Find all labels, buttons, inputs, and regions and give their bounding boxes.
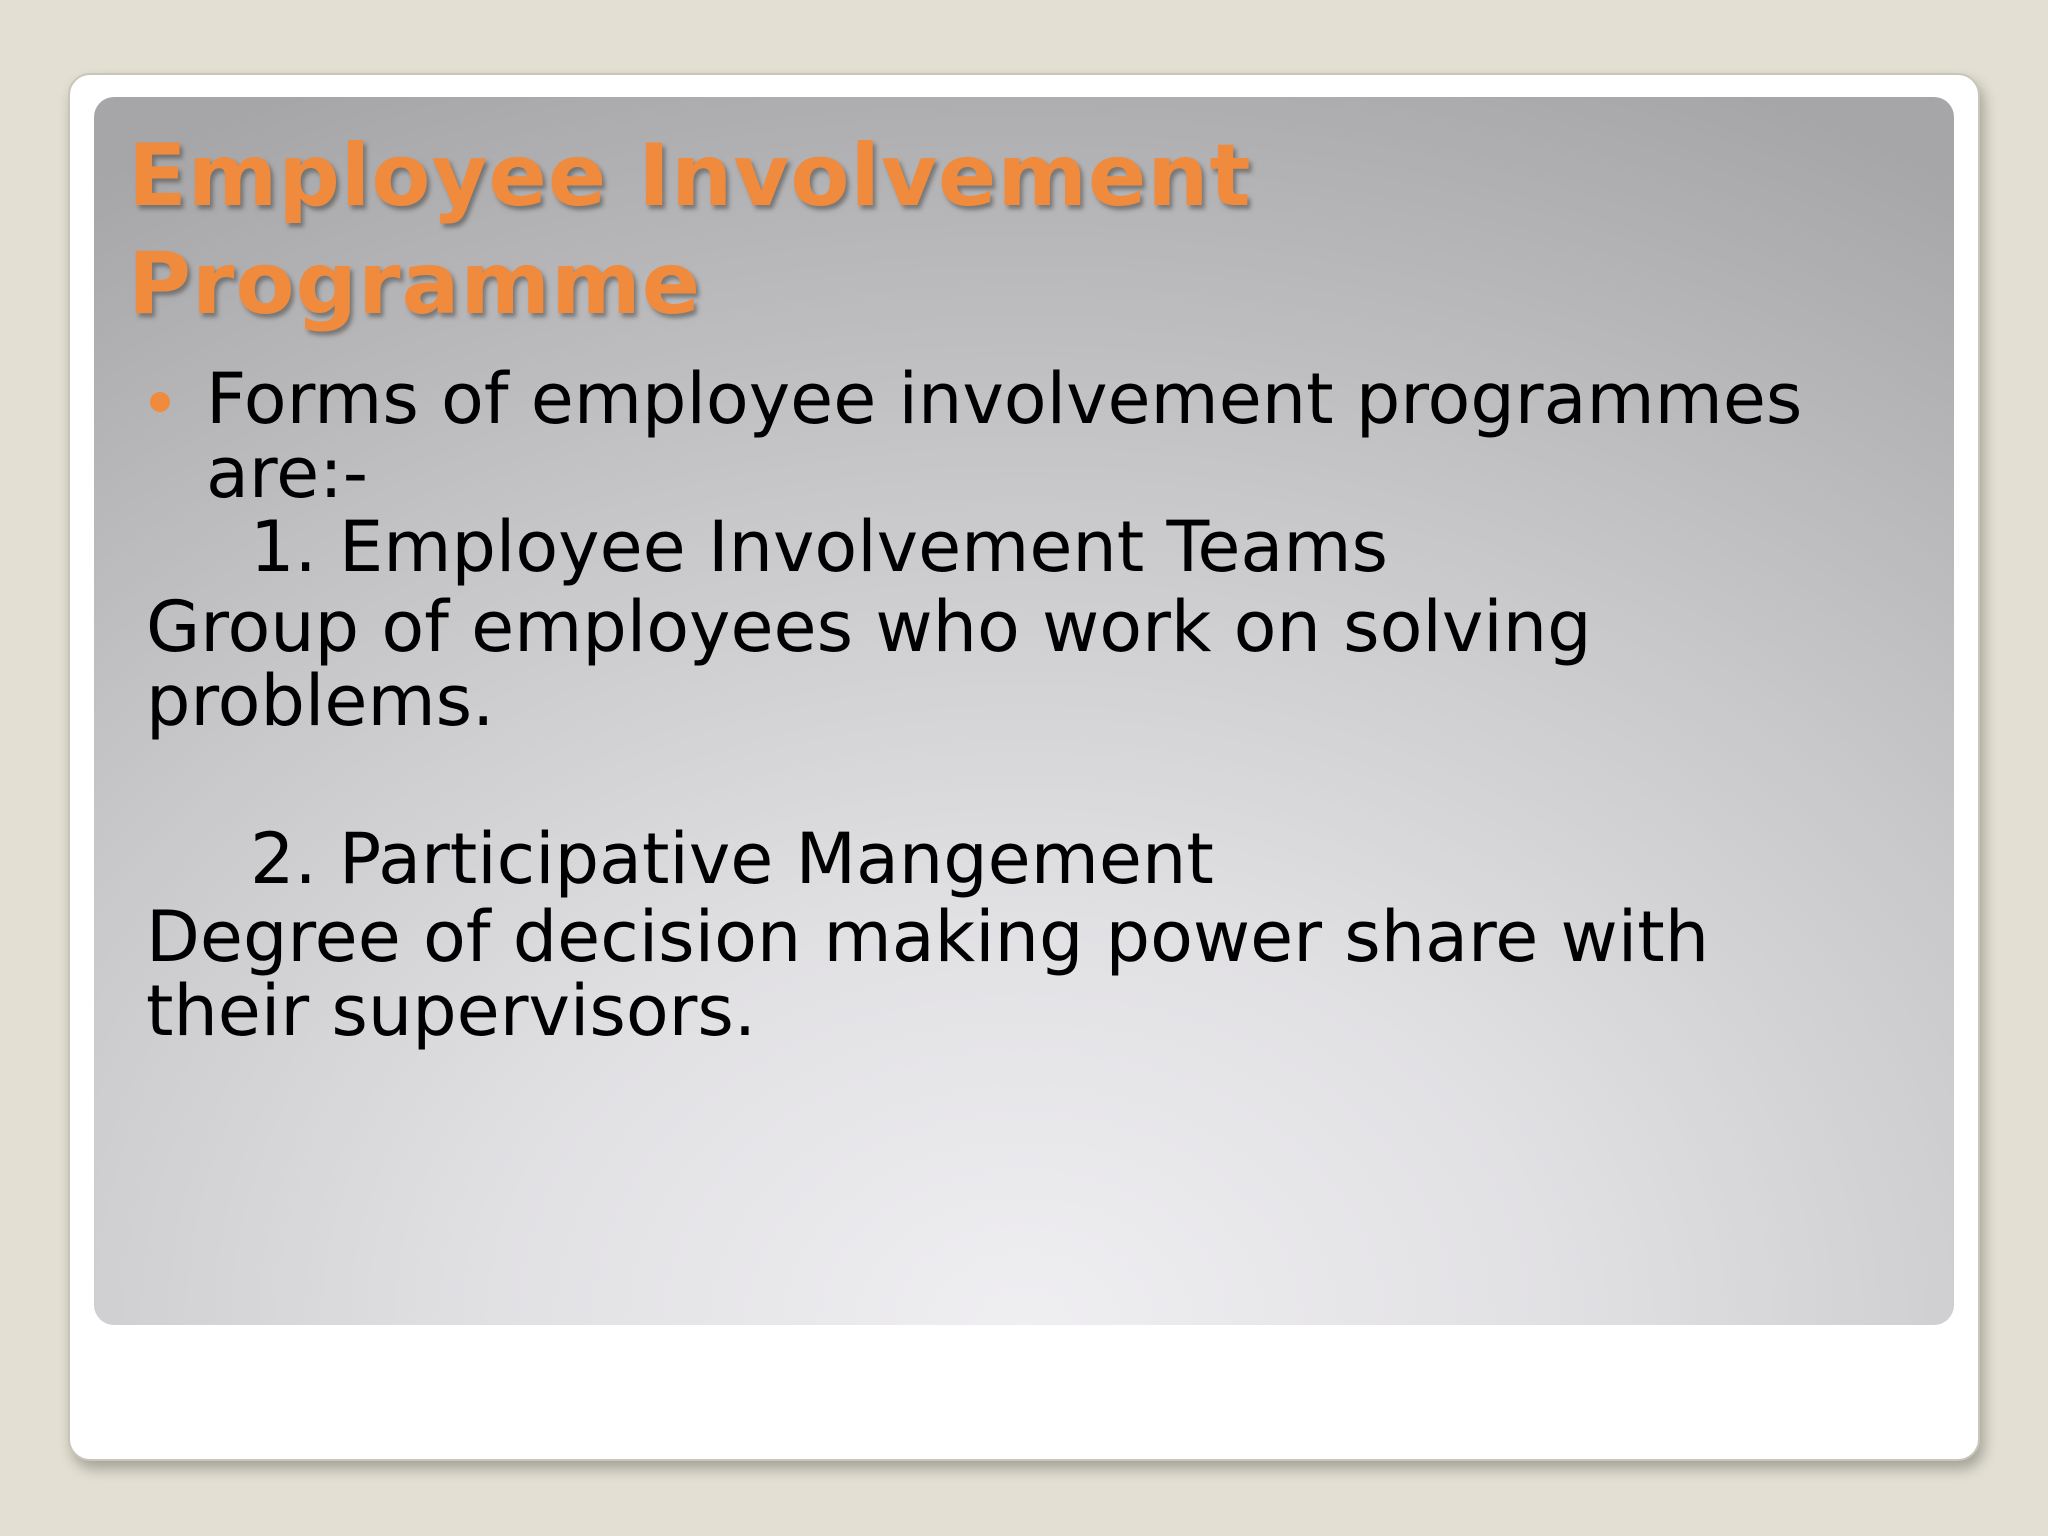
- item-2-description-line-2: their supervisors.: [146, 970, 757, 1052]
- bullet-text: [206, 358, 1803, 514]
- bullet-text-line-1: Forms of employee involvement programmes: [206, 358, 1803, 440]
- item-2-title: 2. Participative Mangement: [250, 818, 1214, 900]
- slide-title-line-2: Programme: [128, 234, 702, 334]
- item-2-description: [146, 896, 1710, 1052]
- bullet-text-line-2: are:-: [206, 432, 369, 514]
- item-1-title: 1. Employee Involvement Teams: [250, 506, 1388, 588]
- item-1-description-line-1: Group of employees who work on solving: [146, 586, 1592, 668]
- item-1-description: [146, 586, 1592, 742]
- slide-title: [128, 122, 1252, 338]
- item-2-description-line-1: Degree of decision making power share with: [146, 896, 1710, 978]
- slide-title-line-1: Employee Involvement: [128, 126, 1252, 226]
- item-1-description-line-2: problems.: [146, 660, 495, 742]
- bullet-dot-icon: [150, 392, 170, 412]
